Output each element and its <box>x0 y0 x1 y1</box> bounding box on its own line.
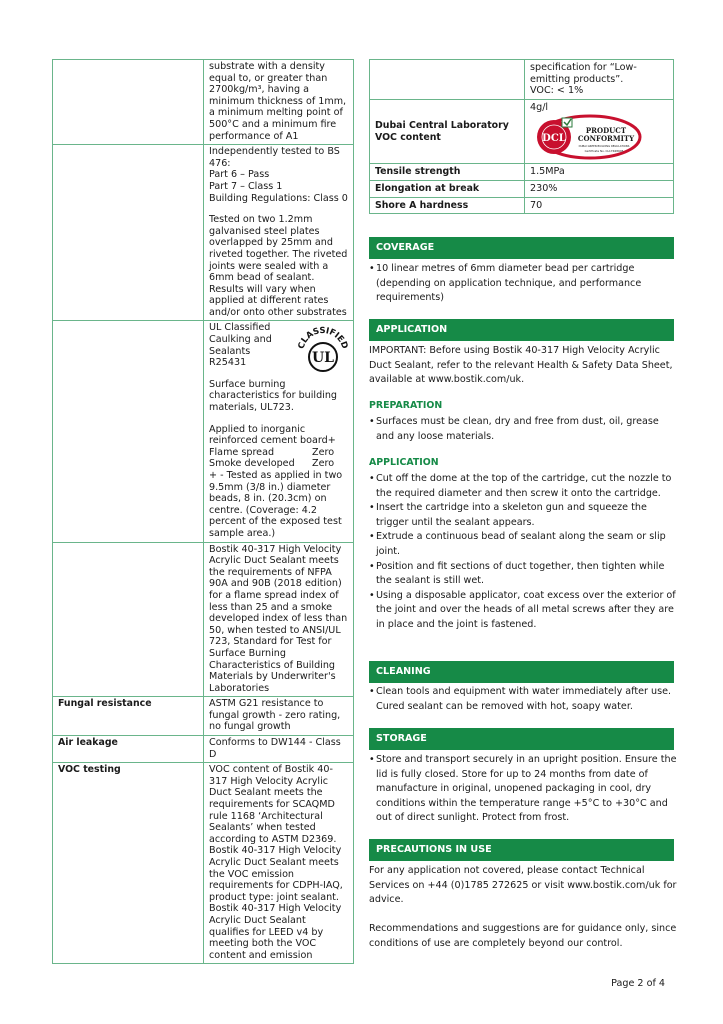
row-value: Conforms to DW144 - Class D <box>204 736 354 763</box>
svg-text:CONFORMITY: CONFORMITY <box>577 134 635 144</box>
row-value: 230% <box>525 180 674 197</box>
table-row <box>53 145 354 321</box>
dcl-product-conformity-badge <box>530 113 642 161</box>
row-label: Air leakage <box>53 736 204 763</box>
row-label-empty <box>53 60 204 145</box>
table-row <box>370 99 674 164</box>
cleaning-list <box>369 685 677 714</box>
list-item: • Using a disposable applicator, coat excess over the exterior of the joint and over the heads of all metal screws after they are in place and the joint is fastened. <box>369 589 677 633</box>
cell-text: Bostik 40-317 High Velocity Acrylic Duct Sealant meets the requirements of NFPA 90A and 90B (2018 edition) for a flame spread index of less than 25 and a smoke developed index of less than 50, when tested to ANSI/UL 723, Standard for Test for Surface Burning Characteristics of Building Materials by Underwriter's Laboratories <box>209 543 348 694</box>
cell-text: Sealants <box>209 345 251 357</box>
row-value <box>204 542 354 697</box>
section-heading-storage: STORAGE <box>369 728 674 750</box>
list-item: • Extrude a continuous bead of sealant along the seam or slip joint. <box>369 530 677 559</box>
table-row <box>53 542 354 697</box>
coverage-list <box>369 262 677 306</box>
table-row <box>370 180 674 197</box>
table-row <box>53 60 354 145</box>
properties-table-right <box>369 59 674 214</box>
section-heading-cleaning: CLEANING <box>369 661 674 683</box>
cell-text: VOC: < 1% <box>530 85 584 97</box>
cell-text: Surface burning characteristics for building materials, UL723. <box>209 378 338 414</box>
svg-text:Certificate No. CL17R28605: Certificate No. CL17R28605 <box>584 149 624 154</box>
preparation-list <box>369 415 677 444</box>
smoke-developed-line: Smoke developed Zero <box>209 458 335 470</box>
section-heading-application: APPLICATION <box>369 319 674 341</box>
ul-classified-logo <box>296 323 350 377</box>
cell-text: Part 6 – Pass <box>209 169 270 181</box>
cell-text: Part 7 – Class 1 <box>209 180 283 192</box>
subheading-application: APPLICATION <box>369 457 439 468</box>
row-label: Fungal resistance <box>53 697 204 736</box>
cell-text: Caulking and <box>209 334 272 346</box>
row-value <box>204 321 354 542</box>
subheading-preparation: PREPARATION <box>369 400 443 411</box>
svg-text:CLASSIFIED: CLASSIFIED <box>296 326 350 351</box>
svg-text:PRODUCT: PRODUCT <box>585 126 627 136</box>
cell-text: R25431 <box>209 357 247 369</box>
application-important-text: IMPORTANT: Before using Bostik 40-317 High Velocity Acrylic Duct Sealant, refer to the relevant Health & Safety Data Sheet, available at www.bostik.com/uk. <box>369 345 673 386</box>
section-heading-coverage: COVERAGE <box>369 237 674 259</box>
row-label: Tensile strength <box>370 164 525 181</box>
svg-text:UL: UL <box>311 350 335 367</box>
cell-text: Applied to inorganic reinforced cement board+ <box>209 423 336 447</box>
row-label-empty <box>53 321 204 542</box>
table-row <box>370 60 674 100</box>
row-value <box>204 145 354 321</box>
row-label: Dubai Central Laboratory VOC content <box>370 99 525 164</box>
row-value: ASTM G21 resistance to fungal growth - zero rating, no fungal growth <box>204 697 354 736</box>
table-row <box>53 697 354 736</box>
row-label: VOC testing <box>53 763 204 964</box>
svg-text:DUBAI GREEN BUILDING REGULATIO: DUBAI GREEN BUILDING REGULATIONS <box>578 145 630 149</box>
section-heading-precautions: PRECAUTIONS IN USE <box>369 839 674 861</box>
row-label-empty <box>53 542 204 697</box>
list-item: • Insert the cartridge into a skeleton gun and squeeze the trigger until the sealant appears. <box>369 501 677 530</box>
application-steps-list <box>369 472 677 633</box>
row-label: Elongation at break <box>370 180 525 197</box>
row-value: 70 <box>525 197 674 214</box>
page-number: Page 2 of 4 <box>611 978 665 989</box>
cell-text: substrate with a density equal to, or greater than 2700kg/m³, having a minimum thickness of 1mm, a minimum melting point of 500°C and a minimum fire performance of A1 <box>209 61 347 142</box>
row-label-empty <box>53 145 204 321</box>
cell-text: Independently tested to BS 476: <box>209 146 340 169</box>
cell-text: + - Tested as applied in two 9.5mm (3/8 in.) diameter beads, 8 in. (20.3cm) on centre. (Coverage: 4.2 percent of the exposed test sample area.) <box>209 470 343 539</box>
row-value: 1.5MPa <box>525 164 674 181</box>
list-item: • Surfaces must be clean, dry and free from dust, oil, grease and any loose materials. <box>369 415 677 444</box>
row-value: VOC content of Bostik 40-317 High Velocity Acrylic Duct Sealant meets the requirements for SCAQMD rule 1168 ‘Architectural Sealants’ when tested according to ASTM D2369. Bostik 40-317 High Velocity Acrylic Duct Sealant meets the VOC emission requirements for CDPH-IAQ, product type: joint sealant. Bostik 40-317 High Velocity Acrylic Duct Sealant qualifies for LEED v4 by meeting both the VOC content and emission <box>204 763 354 964</box>
flame-spread-line: Flame spread Zero <box>209 446 335 458</box>
list-item: • Cut off the dome at the top of the cartridge, cut the nozzle to the required diameter and then screw it onto the cartridge. <box>369 472 677 501</box>
disclaimer-text: Recommendations and suggestions are for guidance only, since conditions of use are completely beyond our control. <box>369 923 677 949</box>
table-row <box>53 736 354 763</box>
list-item: • Store and transport securely in an upright position. Ensure the lid is fully closed. Store for up to 24 months from date of manufacture in original, unopened packaging in cool, dry conditions within the temperature range +5°C to +30°C and out of direct sunlight. Protect from frost. <box>369 753 677 826</box>
svg-text:DCL: DCL <box>542 133 566 145</box>
list-item: • Position and fit sections of duct together, then tighten while the sealant is still wet. <box>369 560 677 589</box>
storage-list <box>369 753 677 826</box>
table-row <box>370 197 674 214</box>
row-label: Shore A hardness <box>370 197 525 214</box>
row-label-empty <box>370 60 525 100</box>
list-item: • Clean tools and equipment with water immediately after use. Cured sealant can be removed with hot, soapy water. <box>369 685 677 714</box>
row-value <box>525 60 674 100</box>
cell-text: Tested on two 1.2mm galvanised steel plates overlapped by 25mm and riveted together. The riveted joints were sealed with a 6mm bead of sealant. Results will vary when applied at different rates and/or onto other substrates <box>209 214 348 318</box>
table-row <box>53 321 354 542</box>
list-item: • 10 linear metres of 6mm diameter bead per cartridge (depending on application technique, and performance requirements) <box>369 262 677 306</box>
precautions-text: For any application not covered, please contact Technical Services on +44 (0)1785 272625 or visit www.bostik.com/uk for advice. <box>369 865 677 906</box>
cell-text: UL Classified <box>209 322 271 334</box>
cell-text: 4g/l <box>530 101 549 113</box>
cell-text: Building Regulations: Class 0 <box>209 192 348 204</box>
table-row <box>53 763 354 964</box>
row-value <box>204 60 354 145</box>
table-row <box>370 164 674 181</box>
properties-table-left <box>52 59 354 964</box>
cell-text: specification for “Low-emitting products”. <box>530 62 637 85</box>
row-value <box>525 99 674 164</box>
